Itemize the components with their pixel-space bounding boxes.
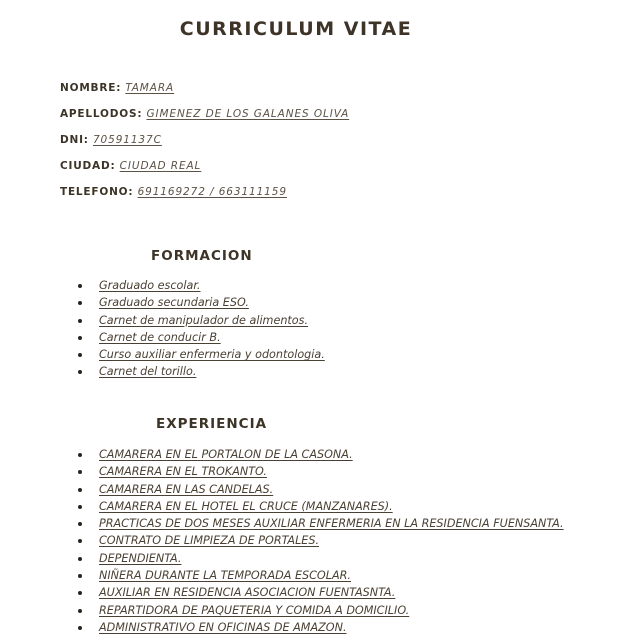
list-item	[78, 329, 325, 346]
bullet-icon	[78, 505, 82, 509]
list-item-text: CAMARERA EN LAS CANDELAS.	[99, 482, 274, 496]
bullet-icon	[78, 453, 82, 457]
list-item	[78, 481, 564, 498]
field-label: NOMBRE:	[60, 82, 122, 94]
list-item-text: REPARTIDORA DE PAQUETERIA Y COMIDA A DOMICILIO.	[99, 603, 410, 617]
list-item	[78, 619, 564, 636]
list-item-text: Carnet de manipulador de alimentos.	[99, 313, 309, 327]
list-item-text: Curso auxiliar enfermeria y odontologia.	[99, 348, 325, 362]
field-label: CIUDAD:	[60, 160, 116, 172]
list-item-text: AUXILIAR EN RESIDENCIA ASOCIACION FUENTASNTA.	[99, 586, 396, 600]
bullet-icon	[78, 301, 82, 305]
field-ciudad	[60, 160, 349, 186]
bullet-icon	[78, 470, 82, 474]
list-item-text: CONTRATO DE LIMPIEZA DE PORTALES.	[99, 534, 320, 548]
list-item	[78, 312, 325, 329]
field-label: DNI:	[60, 134, 89, 146]
list-item	[78, 498, 564, 515]
field-value: 70591137C	[92, 134, 162, 146]
list-item-text: NIÑERA DURANTE LA TEMPORADA ESCOLAR.	[99, 569, 351, 583]
list-item	[78, 584, 564, 601]
bullet-icon	[78, 319, 82, 323]
list-item-text: PRACTICAS DE DOS MESES AUXILIAR ENFERMERIA EN LA RESIDENCIA FUENSANTA.	[99, 517, 564, 531]
list-item-text: DEPENDIENTA.	[99, 551, 182, 565]
list-item	[78, 515, 564, 532]
bullet-icon	[78, 336, 82, 340]
experiencia-list	[78, 446, 564, 636]
bullet-icon	[78, 284, 82, 288]
bullet-icon	[78, 370, 82, 374]
list-item	[78, 446, 564, 463]
bullet-icon	[78, 574, 82, 578]
field-telefono	[60, 186, 349, 212]
list-item	[78, 277, 325, 294]
formacion-list	[78, 277, 325, 381]
list-item-text: Carnet de conducir B.	[99, 330, 221, 344]
list-item	[78, 602, 564, 619]
bullet-icon	[78, 626, 82, 630]
list-item-text: CAMARERA EN EL PORTALON DE LA CASONA.	[99, 448, 353, 461]
list-item-text: CAMARERA EN EL HOTEL EL CRUCE (MANZANARES).	[99, 499, 393, 513]
list-item-text: CAMARERA EN EL TROKANTO.	[99, 465, 267, 479]
bullet-icon	[78, 353, 82, 357]
personal-info	[60, 82, 349, 212]
bullet-icon	[78, 557, 82, 561]
list-item	[78, 294, 325, 311]
list-item-text: Graduado escolar.	[99, 279, 201, 292]
list-item	[78, 346, 325, 363]
formacion-heading: FORMACION	[151, 248, 253, 264]
list-item-text: Graduado secundaria ESO.	[99, 296, 249, 310]
document-title: CURRICULUM VITAE	[179, 18, 413, 40]
experiencia-heading: EXPERIENCIA	[156, 416, 268, 432]
bullet-icon	[78, 609, 82, 613]
field-value: 691169272 / 663111159	[137, 186, 287, 198]
field-label: APELLODOS:	[60, 108, 143, 120]
list-item-text: ADMINISTRATIVO EN OFICINAS DE AMAZON.	[99, 620, 347, 634]
list-item	[78, 363, 325, 380]
bullet-icon	[78, 522, 82, 526]
list-item	[78, 567, 564, 584]
field-value: TAMARA	[125, 82, 175, 94]
field-value: CIUDAD REAL	[119, 160, 202, 172]
bullet-icon	[78, 591, 82, 595]
list-item	[78, 532, 564, 549]
list-item	[78, 550, 564, 567]
field-nombre	[60, 82, 349, 108]
field-value: GIMENEZ DE LOS GALANES OLIVA	[146, 108, 350, 120]
field-apellidos	[60, 108, 349, 134]
list-item	[78, 463, 564, 480]
field-label: TELEFONO:	[60, 186, 134, 198]
list-item-text: Carnet del torillo.	[99, 365, 197, 379]
field-dni	[60, 134, 349, 160]
bullet-icon	[78, 488, 82, 492]
bullet-icon	[78, 539, 82, 543]
